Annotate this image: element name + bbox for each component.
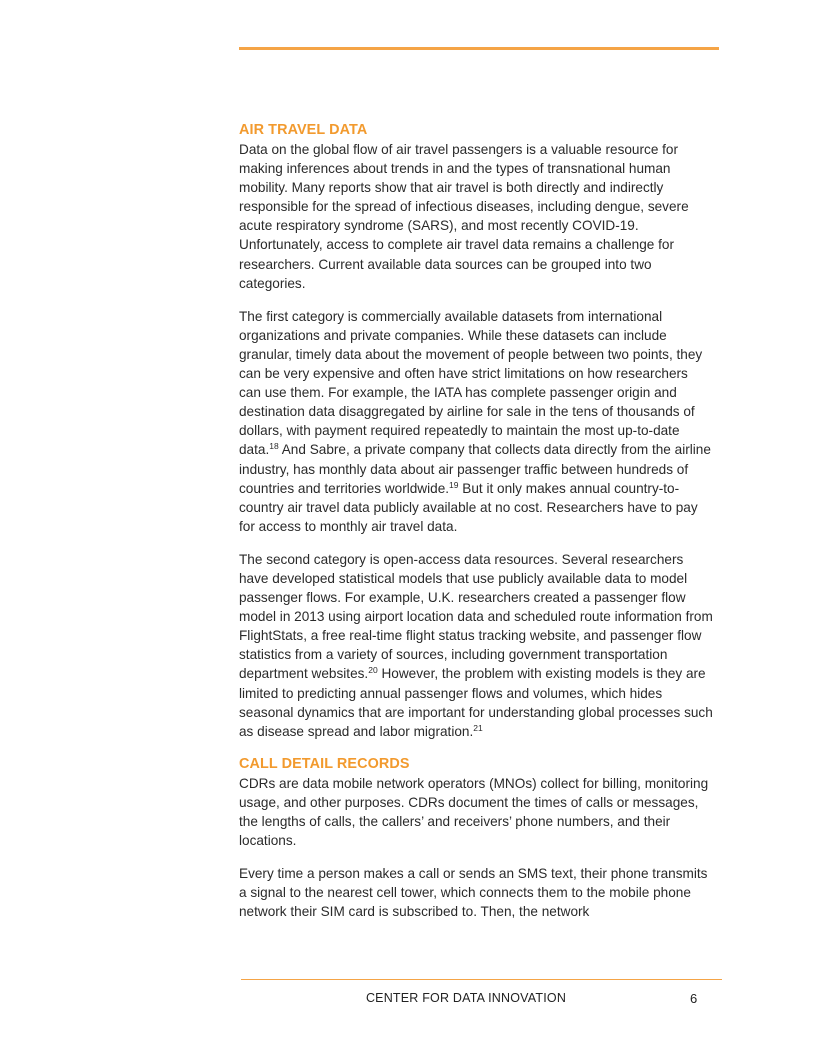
paragraph-text: The first category is commercially available datasets from international organizations and private companies. While these datasets can include granular, timely data about the movement of people between two points, they can be very expensive and often have strict limitations on how researchers can use them. For example, the IATA has complete passenger origin and destination data disaggregated by airline for sale in the tens of thousands of dollars, with payment required repeatedly to maintain the most up-to-date data.	[239, 308, 703, 458]
footnote-ref-19: 19	[449, 479, 459, 490]
paragraph-cdr-intro: CDRs are data mobile network operators (MNOs) collect for billing, monitoring usage, and other purposes. CDRs document the times of calls or messages, the lengths of calls, the callers’ and receivers’ phone numbers, and their locations.	[239, 775, 709, 849]
footer-rule	[241, 979, 722, 980]
footnote-ref-20: 20	[368, 665, 378, 676]
paragraph-text: The second category is open-access data resources. Several researchers have developed statistical models that use publicly available data to model passenger flows. For example, U.K. researchers created a passenger flow model in 2013 using airport location data and scheduled route information from FlightStats, a free real-time flight status tracking website, and passenger flow statistics from a variety of sources, including government transportation department websites.	[239, 551, 713, 682]
paragraph-cdr-signal: Every time a person makes a call or sends an SMS text, their phone transmits a signal to the nearest cell tower, which connects them to the mobile phone network their SIM card is subscribed to. Then, the network	[239, 866, 708, 920]
paragraph-open-access	[239, 550, 713, 741]
footer-organization: CENTER FOR DATA INNOVATION	[365, 991, 567, 1005]
footnote-ref-21: 21	[473, 722, 483, 733]
page-body	[239, 121, 713, 935]
paragraph-text: But it only makes annual country-to-country air travel data publicly available at no cost. Researchers have to pay for access to monthly air travel data.	[239, 480, 698, 534]
paragraph-air-travel-intro: Data on the global flow of air travel passengers is a valuable resource for making inferences about trends in and the types of transnational human mobility. Many reports show that air travel is both directly and indirectly responsible for the spread of infectious diseases, including dengue, severe acute respiratory syndrome (SARS), and most recently COVID-19. Unfortunately, access to complete air travel data remains a challenge for researchers. Current available data sources can be grouped into two categories.	[239, 142, 689, 291]
section-heading-call-detail-records: CALL DETAIL RECORDS	[239, 755, 410, 772]
paragraph-text: And Sabre, a private company that collects data directly from the airline industry, has monthly data about air passenger traffic between hundreds of countries and territories worldwide.	[239, 442, 711, 496]
paragraph-commercial-datasets	[239, 307, 713, 536]
paragraph-text: However, the problem with existing models is they are limited to predicting annual passenger flows and volumes, which hides seasonal dynamics that are important for understanding global processes such as disease spread and labor migration.	[239, 666, 713, 739]
section-heading-air-travel: AIR TRAVEL DATA	[239, 122, 368, 138]
footnote-ref-18: 18	[269, 441, 279, 452]
header-rule	[239, 47, 719, 50]
page-number: 6	[690, 991, 698, 1006]
